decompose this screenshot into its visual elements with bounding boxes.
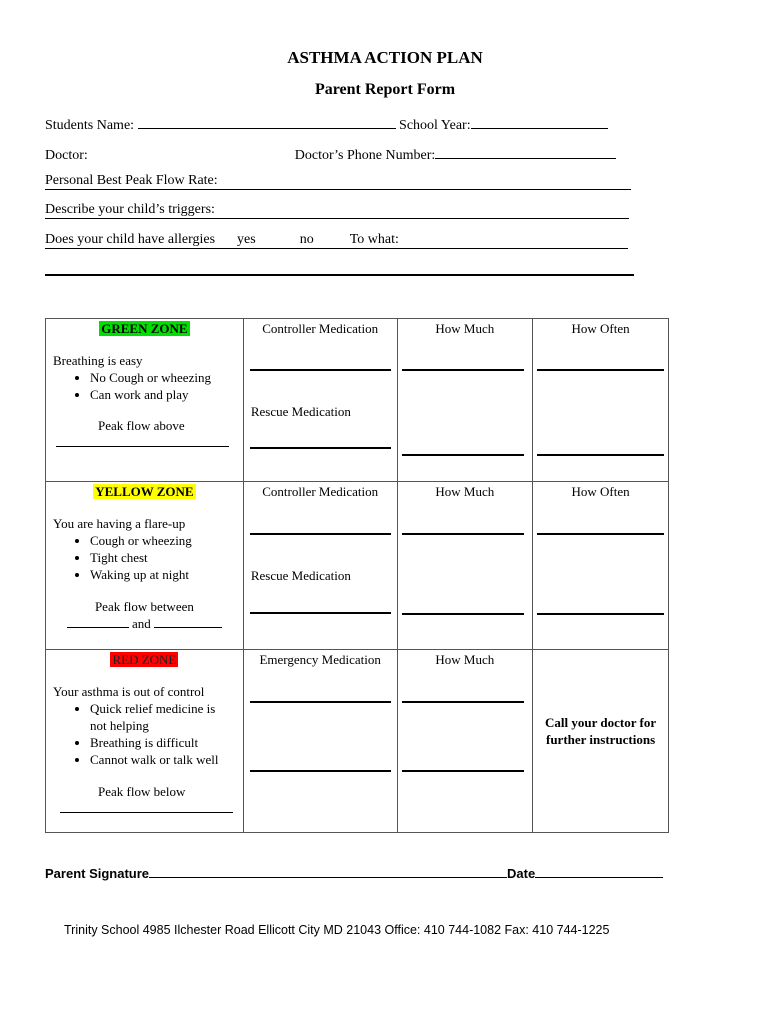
red-zone-description <box>46 650 244 833</box>
red-call-doctor-cell <box>533 650 669 833</box>
allergies-yes[interactable]: yes <box>237 232 256 247</box>
green-rescue-how-much-field[interactable] <box>402 454 525 456</box>
yellow-bullet: • Cough or wheezing <box>90 532 243 549</box>
doctor-row <box>45 144 616 164</box>
student-name-label: Students Name: <box>45 118 135 133</box>
green-peak-label: Peak flow above <box>98 418 185 433</box>
green-bullet: • No Cough or wheezing <box>90 369 243 386</box>
footer-address: Trinity School 4985 Ilchester Road Ellicott City MD 21043 Office: 410 744-1082 Fax: 410 744-1225 <box>64 923 610 937</box>
allergies-label: Does your child have allergies <box>45 232 216 247</box>
green-how-much-cell <box>397 319 533 482</box>
parent-signature-label: Parent Signature <box>45 866 150 881</box>
green-rescue-how-often-field[interactable] <box>537 454 664 456</box>
yellow-rescue-header: Rescue Medication <box>250 568 351 583</box>
red-emergency-field-2[interactable] <box>250 770 391 772</box>
signature-row <box>45 864 663 881</box>
yellow-bullet: • Tight chest <box>90 549 243 566</box>
doctor-field[interactable] <box>88 145 295 159</box>
red-bullet: • Quick relief medicine is not helping <box>90 700 235 734</box>
page-title: ASTHMA ACTION PLAN <box>287 48 483 67</box>
yellow-how-often-field[interactable] <box>537 533 664 535</box>
yellow-peak-label: Peak flow between <box>94 599 194 614</box>
red-bullet: • Breathing is difficult <box>90 734 235 751</box>
yellow-rescue-how-much-field[interactable] <box>402 613 525 615</box>
yellow-rescue-field[interactable] <box>250 612 391 614</box>
yellow-peak-range <box>46 615 243 632</box>
red-bullet: • Cannot walk or talk well <box>90 751 235 768</box>
school-year-field[interactable] <box>471 114 608 129</box>
yellow-and-label: and <box>132 616 151 631</box>
call-doctor-text: Call your doctor for further instructions <box>545 715 657 747</box>
yellow-how-much-field[interactable] <box>402 533 525 535</box>
allergies-no[interactable]: no <box>299 232 314 247</box>
peak-flow-label: Personal Best Peak Flow Rate: <box>45 173 218 188</box>
to-what-label: To what: <box>349 232 399 247</box>
yellow-zone-row <box>46 482 669 650</box>
zones-table <box>45 318 669 833</box>
green-zone-intro: Breathing is easy <box>53 353 143 368</box>
red-zone-row <box>46 650 669 833</box>
green-how-much-header: How Much <box>435 321 495 336</box>
red-how-much-field-1[interactable] <box>402 701 525 703</box>
yellow-zone-description <box>46 482 244 650</box>
yellow-how-often-header: How Often <box>571 484 630 499</box>
yellow-how-much-header: How Much <box>435 484 495 499</box>
doctor-phone-field[interactable] <box>435 144 616 159</box>
yellow-how-often-cell <box>533 482 669 650</box>
red-how-much-header: How Much <box>435 652 495 667</box>
triggers-row[interactable] <box>45 202 629 219</box>
red-how-much-field-2[interactable] <box>402 770 525 772</box>
yellow-peak-low-field[interactable] <box>67 615 129 628</box>
yellow-controller-header: Controller Medication <box>262 484 379 499</box>
yellow-medication-cell <box>243 482 397 650</box>
allergies-row[interactable] <box>45 232 628 249</box>
green-how-often-cell <box>533 319 669 482</box>
green-zone-description <box>46 319 244 482</box>
date-field[interactable] <box>535 864 663 878</box>
red-zone-intro: Your asthma is out of control <box>53 684 205 699</box>
green-zone-label: GREEN ZONE <box>101 321 188 336</box>
red-how-much-cell <box>397 650 533 833</box>
red-zone-label: RED ZONE <box>112 652 177 667</box>
yellow-zone-intro: You are having a flare-up <box>53 516 186 531</box>
date-label: Date <box>507 866 536 881</box>
page-subtitle: Parent Report Form <box>314 81 456 98</box>
student-name-field[interactable] <box>138 114 396 129</box>
red-emergency-field-1[interactable] <box>250 701 391 703</box>
red-peak-field[interactable] <box>60 812 233 813</box>
yellow-peak-high-field[interactable] <box>154 615 222 628</box>
blank-answer-line[interactable] <box>45 274 634 276</box>
red-peak-label: Peak flow below <box>98 784 186 799</box>
green-peak-field[interactable] <box>56 446 229 447</box>
green-how-often-header: How Often <box>571 321 630 336</box>
green-zone-row <box>46 319 669 482</box>
student-name-row <box>45 114 608 134</box>
yellow-controller-field[interactable] <box>250 533 391 535</box>
doctor-phone-label: Doctor’s Phone Number: <box>294 148 436 163</box>
red-medication-cell <box>243 650 397 833</box>
yellow-how-much-cell <box>397 482 533 650</box>
green-rescue-field[interactable] <box>250 447 391 449</box>
green-bullet: • Can work and play <box>90 386 243 403</box>
school-year-label: School Year: <box>399 118 471 133</box>
green-rescue-header: Rescue Medication <box>250 404 351 419</box>
green-medication-cell <box>243 319 397 482</box>
yellow-bullet: • Waking up at night <box>90 566 243 583</box>
green-how-often-field[interactable] <box>537 369 664 371</box>
green-controller-header: Controller Medication <box>262 321 379 336</box>
red-emergency-header: Emergency Medication <box>259 652 381 667</box>
yellow-zone-label: YELLOW ZONE <box>95 484 194 499</box>
peak-flow-row[interactable] <box>45 173 631 190</box>
doctor-label: Doctor: <box>45 148 88 163</box>
triggers-label: Describe your child’s triggers: <box>45 202 215 217</box>
green-how-much-field[interactable] <box>402 369 525 371</box>
parent-signature-field[interactable] <box>149 864 507 878</box>
green-controller-field[interactable] <box>250 369 391 371</box>
yellow-rescue-how-often-field[interactable] <box>537 613 664 615</box>
